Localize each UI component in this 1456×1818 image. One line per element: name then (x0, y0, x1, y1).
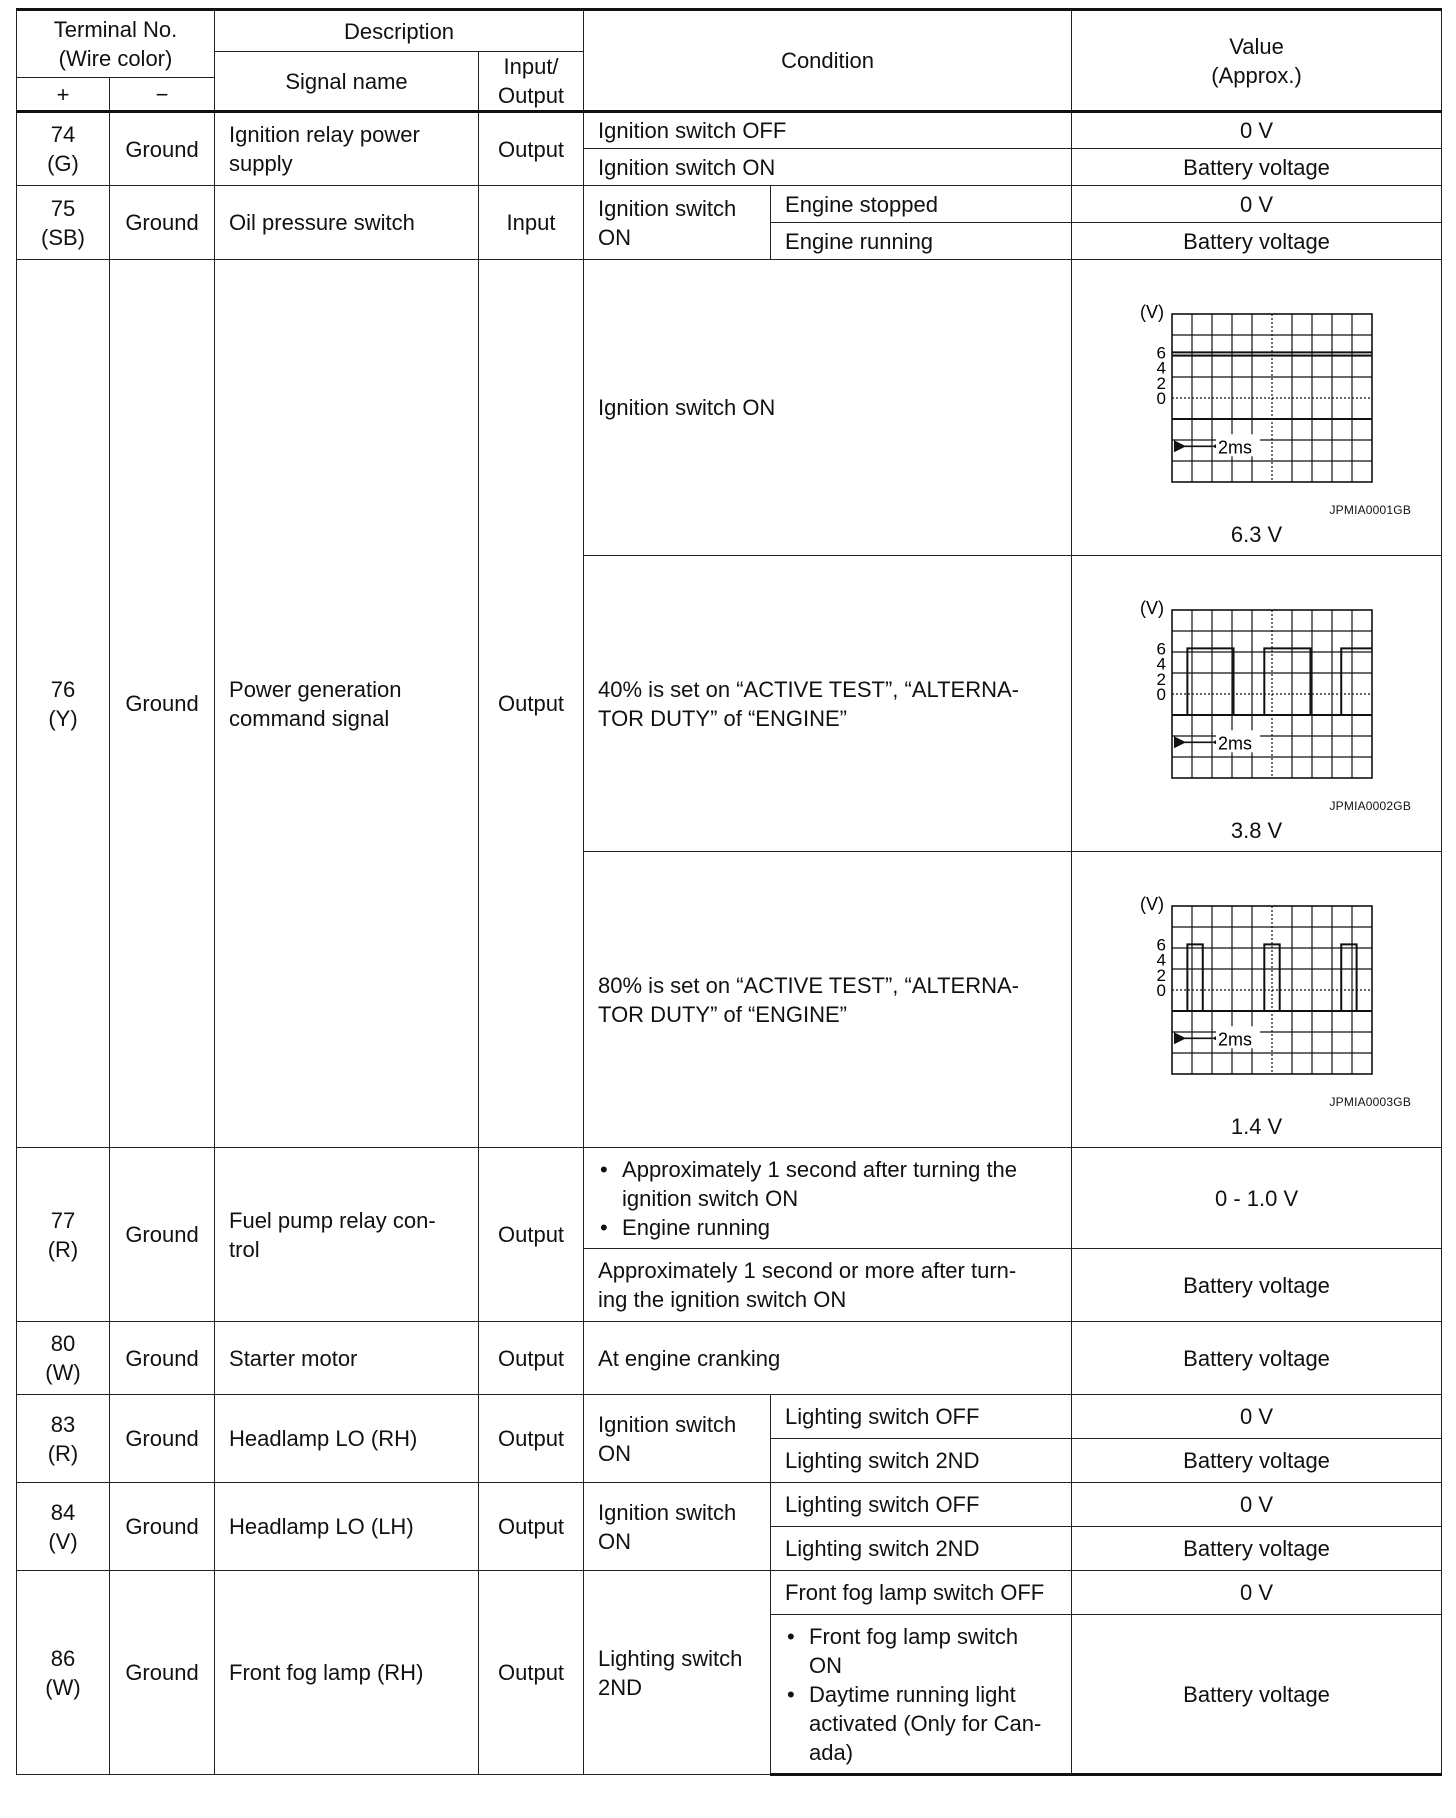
condition-cell (584, 556, 1072, 852)
wire-color: (R) (47, 1236, 79, 1262)
waveform-cell-3 (1072, 852, 1442, 1148)
value-cell: 0 V (1072, 1483, 1442, 1527)
condition-line: ing the ignition switch ON (598, 1287, 847, 1312)
ground-cell: Ground (110, 1571, 215, 1775)
terminal-84 (17, 1483, 110, 1571)
terminal-number: 80 (50, 1331, 76, 1356)
header-value-approx: (Approx.) (1211, 62, 1302, 88)
bullet-item (809, 1622, 1057, 1680)
condition-cell: Ignition switch ON (584, 149, 1072, 186)
time-scale-label: 2ms (1217, 437, 1252, 458)
wire-color: (V) (48, 1528, 78, 1554)
value-cell: 0 - 1.0 V (1072, 1148, 1442, 1249)
y-tick-label: 6 (1156, 343, 1166, 363)
signal-name: Headlamp LO (RH) (215, 1395, 479, 1483)
waveform-6v3 (1132, 302, 1382, 492)
condition-sub: Lighting switch OFF (771, 1395, 1072, 1439)
bullet-line: • Front fog lamp switch (809, 1623, 1019, 1649)
unit-label: (V) (1139, 894, 1164, 914)
io-cell: Output (479, 1322, 584, 1395)
io-cell: Output (479, 1483, 584, 1571)
value-cell: 0 V (1072, 186, 1442, 223)
wire-color: (R) (47, 1440, 79, 1466)
condition-line: ON (598, 1440, 632, 1466)
signal-name: Starter motor (215, 1322, 479, 1395)
condition-line: Lighting switch (598, 1645, 743, 1671)
waveform-cell-2 (1072, 556, 1442, 852)
figure-id: JPMIA0001GB (1329, 503, 1412, 517)
wire-color: (W) (45, 1360, 81, 1385)
y-tick-label: 2 (1156, 965, 1166, 985)
bullet-line: ignition switch ON (622, 1185, 799, 1211)
condition-main (584, 1483, 771, 1571)
terminal-number: 74 (50, 122, 76, 147)
value-cell: Battery voltage (1072, 1615, 1442, 1775)
header-terminal (17, 10, 215, 78)
wire-color: (G) (47, 151, 79, 176)
bullet-line: ON (809, 1652, 843, 1678)
waveform-value: 1.4 V (1230, 1114, 1283, 1139)
terminal-80 (17, 1322, 110, 1395)
signal-line: trol (229, 1236, 260, 1262)
condition-sub: Lighting switch 2ND (771, 1527, 1072, 1571)
condition-cell (584, 1249, 1072, 1322)
wire-color: (SB) (41, 224, 85, 250)
condition-line: 2ND (598, 1674, 643, 1700)
ground-cell: Ground (110, 112, 215, 186)
condition-line: 40% is set on “ACTIVE TEST”, “ALTERNA- (598, 676, 1019, 702)
bullet-item (622, 1213, 1057, 1242)
bullet-line: • Daytime running light (809, 1681, 1016, 1707)
condition-cell: Ignition switch OFF (584, 112, 1072, 149)
bullet-line: ada) (809, 1739, 854, 1765)
waveform-3v8 (1132, 598, 1382, 788)
condition-line: 80% is set on “ACTIVE TEST”, “ALTERNA- (598, 972, 1019, 998)
ground-cell: Ground (110, 1148, 215, 1322)
terminal-number: 83 (50, 1411, 76, 1437)
signal-name: Front fog lamp (RH) (215, 1571, 479, 1775)
header-io-output: Output (498, 83, 565, 108)
y-tick-label: 0 (1156, 981, 1166, 1000)
io-cell: Output (479, 260, 584, 1148)
terminal-number: 76 (50, 676, 76, 702)
y-tick-label: 2 (1156, 373, 1166, 393)
waveform-value: 6.3 V (1230, 522, 1283, 547)
y-tick-label: 4 (1156, 950, 1166, 970)
value-cell: Battery voltage (1072, 1527, 1442, 1571)
condition-sub: Lighting switch OFF (771, 1483, 1072, 1527)
ground-cell: Ground (110, 260, 215, 1148)
bullet-line: • Engine running (622, 1214, 771, 1240)
condition-main (584, 186, 771, 260)
condition-line: Ignition switch (598, 1499, 737, 1525)
signal-line: Fuel pump relay con- (229, 1207, 436, 1233)
figure-id: JPMIA0003GB (1329, 1095, 1412, 1109)
time-marker-arrow-right (1174, 440, 1186, 452)
value-cell: 0 V (1072, 1571, 1442, 1615)
ground-cell: Ground (110, 1483, 215, 1571)
condition-line: Ignition switch (598, 1411, 737, 1437)
io-cell: Output (479, 1571, 584, 1775)
terminal-77 (17, 1148, 110, 1322)
header-io-input: Input/ (503, 54, 559, 79)
terminal-number: 75 (50, 195, 76, 221)
condition-line: ON (598, 224, 632, 250)
value-cell: Battery voltage (1072, 1249, 1442, 1322)
signal-line: supply (229, 151, 293, 176)
value-cell: Battery voltage (1072, 223, 1442, 260)
bullet-line: activated (Only for Can- (809, 1710, 1042, 1736)
condition-main (584, 1395, 771, 1483)
time-marker-arrow-right (1174, 736, 1186, 748)
condition-sub: Engine running (771, 223, 1072, 260)
signal-name: Headlamp LO (LH) (215, 1483, 479, 1571)
terminal-86 (17, 1571, 110, 1775)
value-cell: Battery voltage (1072, 1439, 1442, 1483)
terminal-spec-table (16, 8, 1442, 1776)
value-cell: 0 V (1072, 1395, 1442, 1439)
value-cell: Battery voltage (1072, 1322, 1442, 1395)
y-tick-label: 4 (1156, 358, 1166, 378)
bullet-item (622, 1155, 1057, 1213)
condition-line: TOR DUTY” of “ENGINE” (598, 705, 847, 731)
figure-id: JPMIA0002GB (1329, 799, 1412, 813)
signal-name (215, 112, 479, 186)
condition-line: TOR DUTY” of “ENGINE” (598, 1001, 847, 1027)
header-wire-color: (Wire color) (58, 46, 173, 71)
y-tick-label: 2 (1156, 669, 1166, 689)
header-value-label: Value (1229, 33, 1284, 59)
ground-cell: Ground (110, 1395, 215, 1483)
condition-line: ON (598, 1528, 632, 1554)
signal-name (215, 260, 479, 1148)
waveform-1v4 (1132, 894, 1382, 1084)
io-cell: Output (479, 112, 584, 186)
time-marker-arrow-right (1174, 1032, 1186, 1044)
y-tick-label: 6 (1156, 935, 1166, 955)
signal-line: Power generation (229, 676, 402, 702)
io-cell: Output (479, 1148, 584, 1322)
y-tick-label: 4 (1156, 654, 1166, 674)
condition-cell (584, 852, 1072, 1148)
header-plus: + (17, 78, 110, 112)
unit-label: (V) (1139, 302, 1164, 322)
terminal-76 (17, 260, 110, 1148)
waveform-value: 3.8 V (1230, 818, 1283, 843)
condition-line: Approximately 1 second or more after turn- (598, 1258, 1017, 1283)
terminal-83 (17, 1395, 110, 1483)
time-scale-label: 2ms (1217, 1029, 1252, 1050)
bullet-line: • Approximately 1 second after turning the (622, 1156, 1018, 1182)
time-scale-label: 2ms (1217, 733, 1252, 754)
condition-line: Ignition switch (598, 195, 737, 221)
header-signal-name: Signal name (215, 52, 479, 112)
header-value (1072, 10, 1442, 112)
signal-name (215, 1148, 479, 1322)
value-cell: 0 V (1072, 112, 1442, 149)
condition-sub: Front fog lamp switch OFF (771, 1571, 1072, 1615)
condition-sub: Engine stopped (771, 186, 1072, 223)
y-tick-label: 6 (1156, 639, 1166, 659)
bullet-item (809, 1680, 1057, 1767)
terminal-number: 86 (50, 1645, 76, 1671)
terminal-75 (17, 186, 110, 260)
ground-cell: Ground (110, 186, 215, 260)
header-condition: Condition (584, 10, 1072, 112)
wire-color: (W) (45, 1674, 81, 1700)
ground-cell: Ground (110, 1322, 215, 1395)
condition-main (584, 1571, 771, 1775)
wire-color: (Y) (48, 705, 78, 731)
condition-cell: Ignition switch ON (584, 260, 1072, 556)
condition-bullets (598, 1155, 1057, 1242)
value-cell: Battery voltage (1072, 149, 1442, 186)
header-description: Description (215, 10, 584, 52)
signal-name: Oil pressure switch (215, 186, 479, 260)
unit-label: (V) (1139, 598, 1164, 618)
terminal-number: 84 (50, 1499, 76, 1525)
condition-sub: Lighting switch 2ND (771, 1439, 1072, 1483)
waveform-cell-1 (1072, 260, 1442, 556)
signal-line: Ignition relay power (229, 122, 420, 147)
header-input-output (479, 52, 584, 112)
signal-line: command signal (229, 705, 390, 731)
condition-cell: At engine cranking (584, 1322, 1072, 1395)
y-tick-label: 0 (1156, 389, 1166, 408)
condition-cell (584, 1148, 1072, 1249)
io-cell: Output (479, 1395, 584, 1483)
header-terminal-no: Terminal No. (53, 17, 178, 42)
condition-bullets (785, 1622, 1057, 1767)
y-tick-label: 0 (1156, 685, 1166, 704)
terminal-number: 77 (50, 1207, 76, 1233)
terminal-74 (17, 112, 110, 186)
condition-sub (771, 1615, 1072, 1775)
header-minus: − (110, 78, 215, 112)
io-cell: Input (479, 186, 584, 260)
